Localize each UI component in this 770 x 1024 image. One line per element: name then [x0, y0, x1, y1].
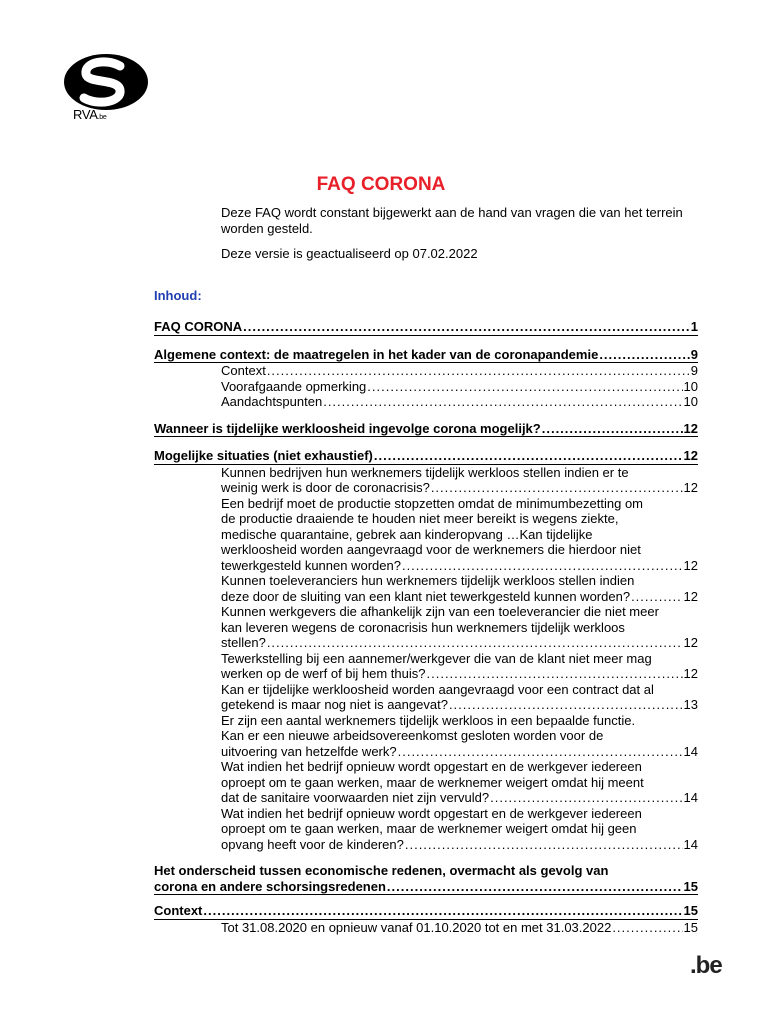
toc-entry-faq[interactable]: FAQ CORONA ..... 1	[154, 319, 698, 336]
toc-entry-wanneer[interactable]: Wanneer is tijdelijke werkloosheid ingevolge corona mogelijk? ..... 12	[154, 421, 698, 438]
toc-entry-situation-7[interactable]: Er zijn een aantal werknemers tijdelijk werkloos in een bepaalde functie. Kan er een nieuwe arbeidsovereenkomst gesloten worden voor de uitvoering van hetzelfde werk? ..... 14	[154, 713, 698, 760]
toc-entry-situation-4[interactable]: Kunnen werkgevers die afhankelijk zijn van een toeleverancier die niet meer kan leveren wegens de coronacrisis hun werknemers tijdelijk werkloos stellen? ..... 12	[154, 604, 698, 651]
toc-entry-context[interactable]: Context ..... 9	[154, 363, 698, 379]
logo-text: RVA.be	[73, 107, 107, 122]
toc-entry-situation-1[interactable]: Kunnen bedrijven hun werknemers tijdelijk werkloos stellen indien er te weinig werk is door de coronacrisis? ..... 12	[154, 465, 698, 496]
toc-entry-context-2[interactable]: Context ..... 15	[154, 903, 698, 920]
toc-entry-onderscheid[interactable]: Het onderscheid tussen economische redenen, overmacht als gevolg van corona en andere schorsingsredenen ..... 15	[154, 863, 698, 895]
toc-entry-mogelijke[interactable]: Mogelijke situaties (niet exhaustief) ..... 12	[154, 448, 698, 465]
toc-entry-situation-6[interactable]: Kan er tijdelijke werkloosheid worden aangevraagd voor een contract dat al getekend is maar nog niet is aangevat? ..... 13	[154, 682, 698, 713]
toc-entry-situation-9[interactable]: Wat indien het bedrijf opnieuw wordt opgestart en de werkgever iedereen oproept om te gaan werken, maar de werknemer weigert omdat hij geen opvang heeft voor de kinderen? ..... 14	[154, 806, 698, 853]
intro-date: Deze versie is geactualiseerd op 07.02.2022	[221, 246, 478, 261]
toc-entry-situation-2[interactable]: Een bedrijf moet de productie stopzetten omdat de minimumbezetting om de productie draaiende te houden niet meer bereikt is wegens ziekte, medische quarantaine, gebrek aan kinderopvang …Kan tijdelijke werkloosheid worden aangevraagd voor de werknemers die hierdoor niet tewerkgesteld kunnen worden? ..... 12	[154, 496, 698, 574]
toc-entry-voorafgaande[interactable]: Voorafgaande opmerking ..... 10	[154, 379, 698, 395]
toc-entry-situation-3[interactable]: Kunnen toeleveranciers hun werknemers tijdelijk werkloos stellen indien deze door de sluiting van een klant niet tewerkgesteld kunnen worden? ..... 12	[154, 573, 698, 604]
toc-entry-tot[interactable]: Tot 31.08.2020 en opnieuw vanaf 01.10.2020 tot en met 31.03.2022 ..... 15	[154, 920, 698, 936]
be-logo-mark: .be	[690, 952, 722, 979]
toc-entry-aandachtspunten[interactable]: Aandachtspunten ..... 10	[154, 394, 698, 410]
toc-entry-situation-5[interactable]: Tewerkstelling bij een aannemer/werkgever die van de klant niet meer mag werken op de werf of bij hem thuis? ..... 12	[154, 651, 698, 682]
toc-entry-situation-8[interactable]: Wat indien het bedrijf opnieuw wordt opgestart en de werkgever iedereen oproept om te gaan werken, maar de werknemer weigert omdat hij meent dat de sanitaire voorwaarden niet zijn vervuld? ..... 14	[154, 759, 698, 806]
page-title: FAQ CORONA	[316, 174, 446, 195]
table-of-contents	[154, 319, 698, 935]
intro-paragraph: Deze FAQ wordt constant bijgewerkt aan de hand van vragen die van het terrein worden gesteld.	[221, 205, 683, 236]
toc-entry-algemene[interactable]: Algemene context: de maatregelen in het kader van de coronapandemie ..... 9	[154, 347, 698, 364]
toc-heading: Inhoud:	[154, 288, 202, 303]
intro	[221, 205, 691, 271]
